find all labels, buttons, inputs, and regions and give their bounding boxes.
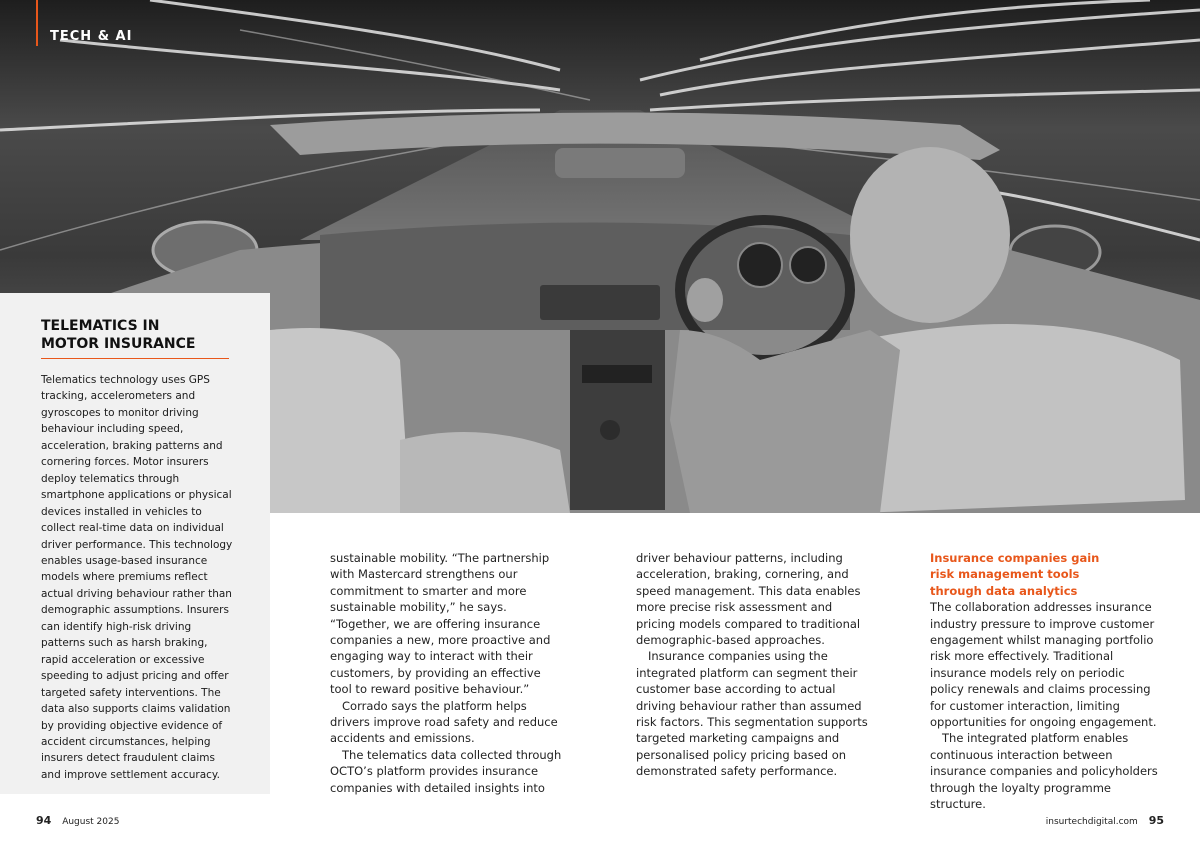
col3-paragraph-2: The integrated platform enables continuous interaction between insurance companies and policyholders through the loyalty programme structure. bbox=[930, 731, 1158, 812]
section-tag-label: TECH & AI bbox=[50, 29, 133, 44]
section-tag bbox=[36, 0, 132, 46]
col3-paragraph-1: The collaboration addresses insurance industry pressure to improve customer engagement whilst managing portfolio risk more effectively. Traditional insurance models rely on periodic policy renewals and claims processing for customer interaction, limiting opportunities for ongoing engagement. bbox=[930, 600, 1157, 730]
article-column-2 bbox=[636, 550, 868, 780]
site-url[interactable]: insurtechdigital.com bbox=[1045, 817, 1138, 827]
sidebar-box bbox=[0, 293, 270, 794]
issue-date: August 2025 bbox=[62, 817, 120, 827]
footer-left bbox=[36, 814, 119, 827]
col2-paragraph-2: Insurance companies using the integrated platform can segment their customer base according to actual driving behaviour rather than assumed risk factors. This segmentation supports targeted marketing campaigns and personalised policy pricing based on demonstrated safety performance. bbox=[636, 649, 868, 779]
article-column-1 bbox=[330, 550, 562, 796]
footer-right bbox=[1046, 814, 1164, 827]
page-number-right: 95 bbox=[1148, 814, 1164, 827]
col1-paragraph-1: sustainable mobility. “The partnership with Mastercard strengthens our commitment to smarter and more sustainable mobility,” he says. “Together, we are offering insurance companies a new, more proactive and engaging way to interact with their customers, by providing an effective tool to reward positive behaviour.” bbox=[330, 551, 551, 697]
sidebar-divider bbox=[41, 358, 229, 359]
col1-paragraph-2: Corrado says the platform helps drivers improve road safety and reduce accidents and emissions. bbox=[330, 698, 558, 746]
subheading: Insurance companies gain risk management tools through data analytics bbox=[930, 551, 1100, 598]
sidebar-body: Telematics technology uses GPS tracking, accelerometers and gyroscopes to monitor driving behaviour including speed, acceleration, braking patterns and cornering forces. Motor insurers deploy telematics through smartphone applications or physical devices installed in vehicles to collect real-time data on individual driver performance. This technology enables usage-based insurance models where premiums reflect actual driving behaviour rather than demographic assumptions. Insurers can identify high-risk driving patterns such as harsh braking, rapid acceleration or excessive speeding to adjust pricing and offer targeted safety interventions. The data also supports claims validation by providing objective evidence of accident circumstances, helping insurers detect fraudulent claims and improve settlement accuracy. bbox=[41, 374, 233, 781]
col1-paragraph-3: The telematics data collected through OCTO’s platform provides insurance companies with detailed insights into bbox=[330, 747, 562, 795]
sidebar-title: TELEMATICS IN MOTOR INSURANCE bbox=[41, 318, 196, 352]
article-column-3 bbox=[930, 550, 1162, 813]
page-number-left: 94 bbox=[36, 814, 52, 827]
col2-paragraph-1: driver behaviour patterns, including acceleration, braking, cornering, and speed management. This data enables more precise risk assessment and pricing models compared to traditional demographic-based approaches. bbox=[636, 551, 861, 648]
